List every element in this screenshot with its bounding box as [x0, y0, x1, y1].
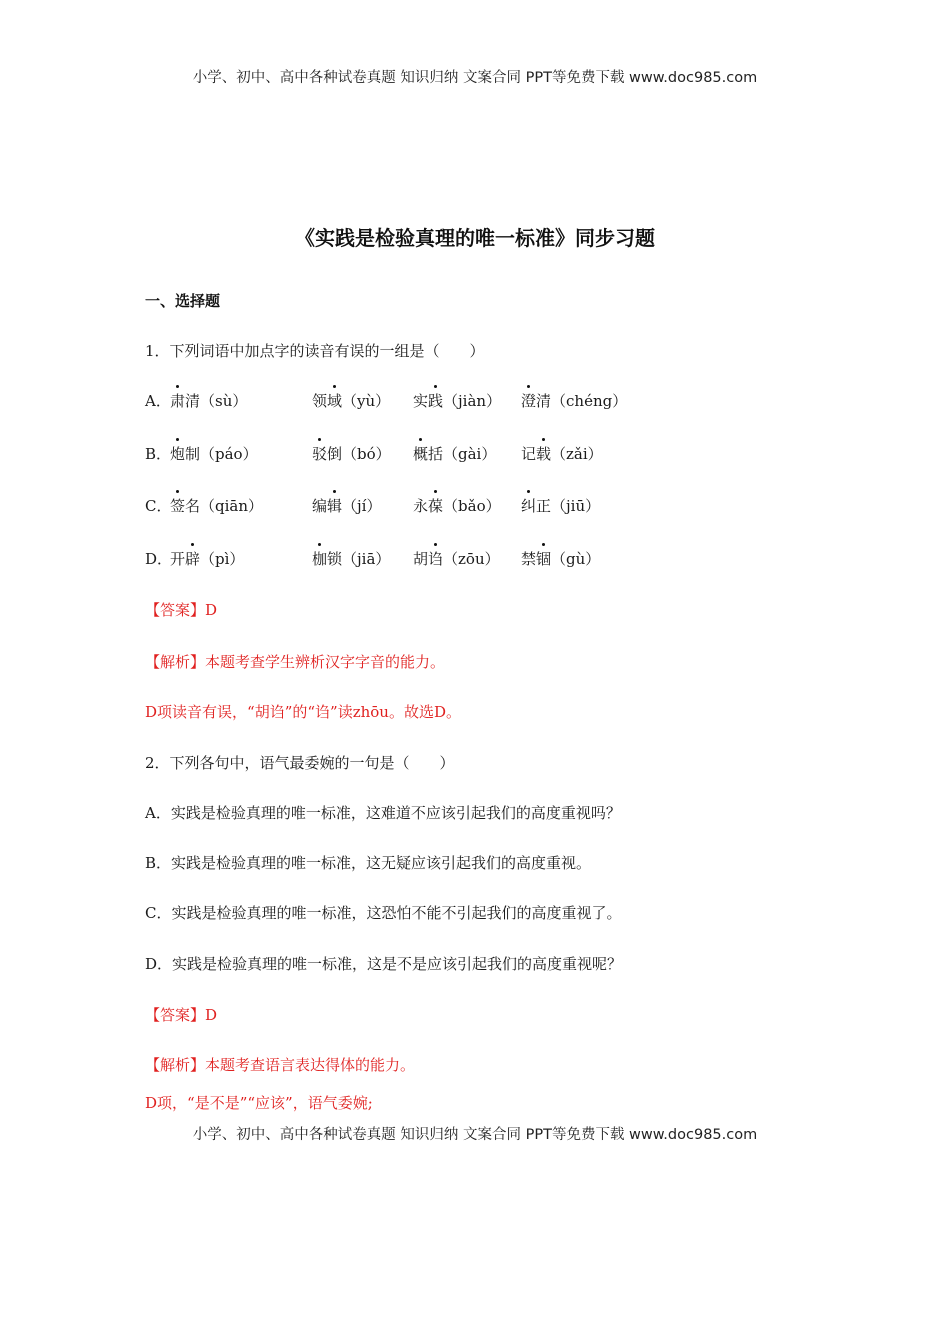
q1-option-label: D．: [145, 550, 173, 568]
q1-option-row: [145, 549, 845, 573]
word-suffix-pinyin: 倒（bó）: [327, 445, 391, 463]
word-prefix: 禁: [521, 550, 537, 568]
word-suffix-pinyin: 正（jiū）: [536, 497, 601, 515]
q1-option-word: [312, 496, 381, 516]
q1-answer: 【答案】D: [145, 601, 218, 619]
q2-option-a: A．实践是检验真理的唯一标准，这难道不应该引起我们的高度重视吗？: [145, 804, 621, 822]
word-suffix-pinyin: 锁（jiā）: [327, 550, 391, 568]
q1-option-word: [521, 444, 603, 464]
dotted-character: 诌: [428, 550, 444, 568]
word-suffix-pinyin: 清（sù）: [185, 392, 248, 410]
word-prefix: 开: [170, 550, 186, 568]
q2-analysis: 【解析】本题考查语言表达得体的能力。: [145, 1056, 416, 1074]
q1-stem: 1．下列词语中加点字的读音有误的一组是（ ）: [145, 342, 485, 360]
word-suffix-pinyin: （jí）: [342, 497, 382, 515]
q1-option-word: [170, 444, 258, 464]
q1-option-word: [312, 391, 390, 411]
q1-option-word: [170, 549, 244, 569]
word-suffix-pinyin: （pì）: [200, 550, 245, 568]
word-suffix-pinyin: （bǎo）: [443, 497, 501, 515]
word-prefix: 记: [521, 445, 537, 463]
q1-option-word: [170, 391, 247, 411]
word-suffix-pinyin: （yù）: [342, 392, 391, 410]
word-prefix: 永: [413, 497, 429, 515]
q1-option-word: [312, 444, 391, 464]
q1-option-word: [413, 496, 501, 516]
word-suffix-pinyin: （zōu）: [443, 550, 500, 568]
q1-explanation: D项读音有误，“胡诌”的“诌”读zhōu。故选D。: [145, 703, 461, 721]
dotted-character: 肃: [170, 392, 186, 410]
dotted-character: 纠: [521, 497, 537, 515]
dotted-character: 域: [327, 392, 343, 410]
q1-option-word: [413, 549, 500, 569]
dotted-character: 辟: [185, 550, 201, 568]
q1-option-word: [312, 549, 390, 569]
q1-option-row: [145, 496, 845, 520]
word-suffix-pinyin: （zǎi）: [551, 445, 603, 463]
q1-option-word: [170, 496, 263, 516]
q2-option-c: C．实践是检验真理的唯一标准，这恐怕不能不引起我们的高度重视了。: [145, 904, 622, 922]
section-heading: 一、选择题: [145, 292, 221, 310]
dotted-character: 葆: [428, 497, 444, 515]
dotted-character: 概: [413, 445, 429, 463]
q1-option-word: [521, 549, 600, 569]
q1-option-row: [145, 444, 845, 468]
word-suffix-pinyin: 清（chéng）: [536, 392, 628, 410]
dotted-character: 辑: [327, 497, 343, 515]
word-suffix-pinyin: 名（qiān）: [185, 497, 264, 515]
word-suffix-pinyin: 制（páo）: [185, 445, 258, 463]
q1-option-word: [521, 496, 600, 516]
page-header: 小学、初中、高中各种试卷真题 知识归纳 文案合同 PPT等免费下载 www.doc985.com: [192, 70, 758, 86]
dotted-character: 驳: [312, 445, 328, 463]
q2-stem: 2．下列各句中，语气最委婉的一句是（ ）: [145, 754, 455, 772]
q1-option-word: [521, 391, 627, 411]
word-suffix-pinyin: 括（gài）: [428, 445, 497, 463]
q1-analysis: 【解析】本题考查学生辨析汉字字音的能力。: [145, 653, 446, 671]
q2-option-b: B．实践是检验真理的唯一标准，这无疑应该引起我们的高度重视。: [145, 854, 592, 872]
q2-answer: 【答案】D: [145, 1006, 218, 1024]
q1-option-label: B．: [145, 445, 172, 463]
q1-option-word: [413, 444, 496, 464]
dotted-character: 枷: [312, 550, 328, 568]
dotted-character: 签: [170, 497, 186, 515]
word-prefix: 实: [413, 392, 429, 410]
word-suffix-pinyin: （gù）: [551, 550, 601, 568]
q1-option-label: A．: [145, 392, 171, 410]
dotted-character: 澄: [521, 392, 537, 410]
q1-option-row: [145, 391, 845, 415]
q1-option-label: C．: [145, 497, 172, 515]
q2-option-d: D．实践是检验真理的唯一标准，这是不是应该引起我们的高度重视呢？: [145, 955, 623, 973]
document-title: 《实践是检验真理的唯一标准》同步习题: [295, 226, 655, 250]
word-prefix: 编: [312, 497, 328, 515]
page-footer: 小学、初中、高中各种试卷真题 知识归纳 文案合同 PPT等免费下载 www.doc985.com: [192, 1127, 758, 1143]
q2-explanation: D项，“是不是”“应该”，语气委婉;: [145, 1094, 373, 1112]
q1-option-word: [413, 391, 501, 411]
dotted-character: 炮: [170, 445, 186, 463]
word-prefix: 领: [312, 392, 328, 410]
dotted-character: 践: [428, 392, 444, 410]
dotted-character: 锢: [536, 550, 552, 568]
word-prefix: 胡: [413, 550, 429, 568]
word-suffix-pinyin: （jiàn）: [443, 392, 502, 410]
dotted-character: 载: [536, 445, 552, 463]
